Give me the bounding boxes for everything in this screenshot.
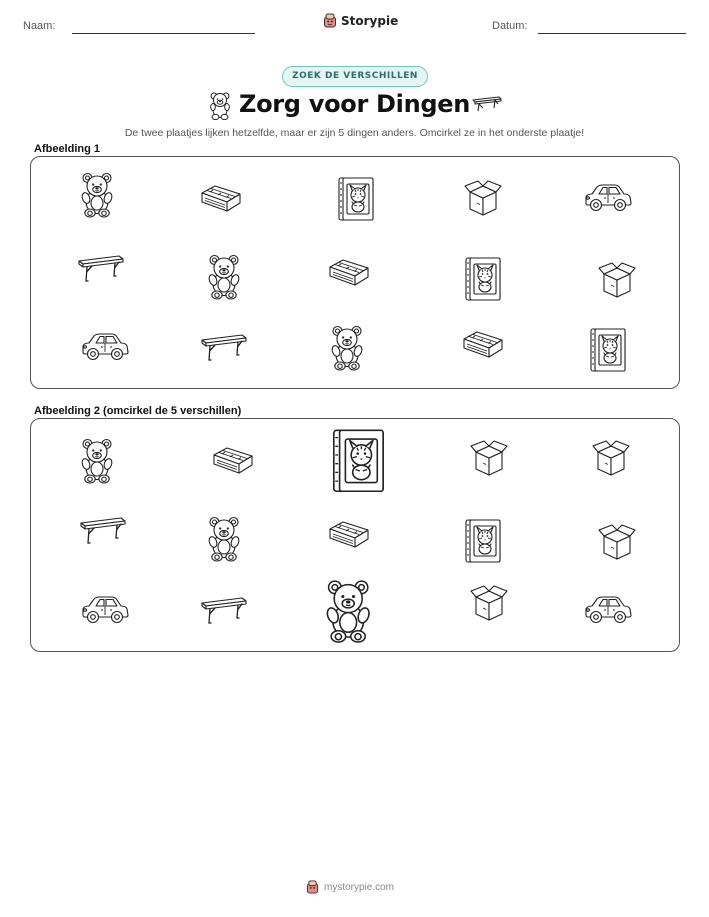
shelf-icon xyxy=(77,252,125,286)
brick-icon xyxy=(328,258,370,288)
name-line[interactable] xyxy=(72,33,255,34)
bear-icon xyxy=(79,172,115,218)
footer-url: mystorypie.com xyxy=(324,881,395,893)
brick-icon xyxy=(200,184,242,214)
box-icon xyxy=(598,263,636,299)
page-title: Zorg voor Dingen xyxy=(238,90,471,118)
car-icon xyxy=(80,332,130,364)
storypie-icon xyxy=(323,13,337,28)
picture-2-panel[interactable] xyxy=(30,418,680,652)
picture-1-panel xyxy=(30,156,680,389)
name-label: Naam: xyxy=(23,20,56,32)
bear-icon xyxy=(79,438,115,484)
bear-icon xyxy=(323,579,373,643)
box-icon xyxy=(470,441,508,477)
book-icon xyxy=(462,517,504,565)
picture-1-label: Afbeelding 1 xyxy=(34,143,101,155)
title-shelf-icon xyxy=(472,96,502,117)
brand-name: Storypie xyxy=(341,13,399,28)
box-icon xyxy=(470,586,508,622)
car-icon xyxy=(583,595,633,627)
footer xyxy=(306,880,394,894)
shelf-icon xyxy=(200,331,248,365)
brand-logo xyxy=(323,13,398,28)
book-icon xyxy=(462,255,504,303)
bear-icon xyxy=(206,516,242,562)
shelf-icon xyxy=(79,514,127,548)
picture-2-label: Afbeelding 2 (omcirkel de 5 verschillen) xyxy=(34,405,242,417)
book-icon xyxy=(335,175,377,223)
brick-icon xyxy=(462,330,504,360)
bear-icon xyxy=(206,254,242,300)
brick-icon xyxy=(328,520,370,550)
car-icon xyxy=(80,595,130,627)
box-icon xyxy=(598,525,636,561)
car-icon xyxy=(583,183,633,215)
book-icon xyxy=(587,326,629,374)
date-line[interactable] xyxy=(538,33,686,34)
box-icon xyxy=(592,441,630,477)
brick-icon xyxy=(212,446,254,476)
date-label: Datum: xyxy=(492,20,528,32)
box-icon xyxy=(464,181,502,217)
instructions: De twee plaatjes lijken hetzelfde, maar er zijn 5 dingen anders. Omcirkel ze in het onderste plaatje! xyxy=(124,127,585,139)
book-icon xyxy=(328,426,389,496)
bear-icon xyxy=(329,325,365,371)
storypie-footer-icon xyxy=(306,880,319,894)
shelf-icon xyxy=(200,594,248,628)
activity-badge: ZOEK DE VERSCHILLEN xyxy=(282,66,428,87)
